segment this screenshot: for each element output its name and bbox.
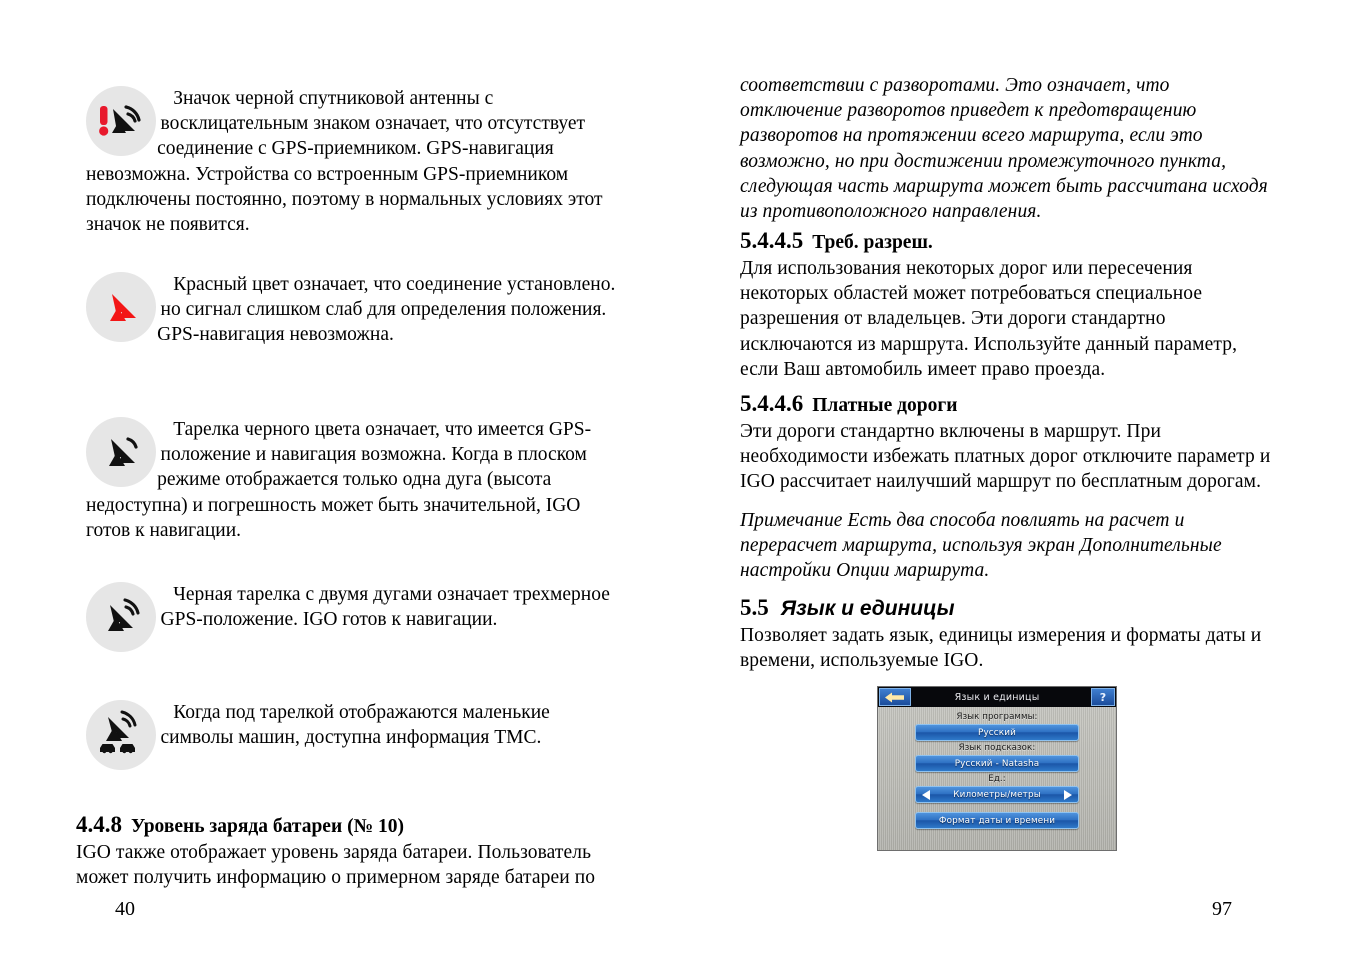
- voice-language-value: Русский - Natasha: [954, 758, 1040, 769]
- note-paragraph: Примечание Есть два способа повлиять на расчет и перерасчет маршрута, используя экран Дополнительные настройки Опции маршрута.: [740, 510, 1222, 582]
- section-body-4-4-8: IGO также отображает уровень заряда батареи. Пользователь может получить информацию о примерном заряде батареи по: [76, 842, 596, 889]
- icon-entry-lead: Красный цвет означает, что соединение установлено.: [173, 274, 616, 295]
- section-body-5-5: Позволяет задать язык, единицы измерения и форматы даты и времени, используемые IGO.: [740, 625, 1262, 672]
- section-heading-4-4-8: [76, 812, 616, 840]
- section-heading-5-5: [740, 595, 1270, 623]
- units-label: Ед.:: [988, 774, 1006, 784]
- icon-entry-text: [86, 582, 616, 632]
- page-number-right: 97: [1212, 898, 1232, 920]
- icon-entry-body: символы машин, доступна информация TMC.: [160, 727, 542, 749]
- continued-paragraph: соответствии с разворотами. Это означает, что отключение разворотов приведет к предотвращению разворотов на протяжении всего маршрута, если это возможно, но при достижении промежуточного пункта, следующая часть маршрута может быть рассчитана исходя из противоположного направления.: [740, 75, 1268, 223]
- voice-language-label: Язык подсказок:: [958, 743, 1036, 753]
- back-arrow-glyph: [885, 692, 905, 703]
- section-title: Язык и единицы: [780, 597, 955, 620]
- gps-antenna-red-icon: [86, 272, 156, 342]
- device-screenshot-language-and-units: [877, 686, 1117, 851]
- page-number-left: 40: [115, 898, 135, 920]
- icon-entry-lead: Когда под тарелкой отображаются маленькие: [173, 702, 550, 723]
- units-value: Километры/метры: [953, 789, 1041, 800]
- program-language-label: Язык программы:: [956, 712, 1038, 722]
- icon-entry-body: но сигнал слишком слаб для определения положения. GPS-навигация невозможна.: [157, 299, 607, 346]
- icon-entry-body: GPS-положение. IGO готов к навигации.: [160, 609, 498, 631]
- voice-language-button[interactable]: [915, 755, 1079, 772]
- gps-antenna-exclamation-icon: [86, 86, 156, 156]
- section-body-5-4-4-6: Эти дороги стандартно включены в маршрут. При необходимости избежать платных дорог отключите параметр и IGO рассчитает наилучший маршрут по бесплатным дорогам.: [740, 421, 1271, 493]
- icon-entry-gps-3d-fix: [86, 582, 616, 652]
- help-button[interactable]: ?: [1091, 688, 1115, 706]
- section-body-5-4-4-5: Для использования некоторых дорог или пересечения некоторых областей может потребоваться специальное разрешения от владельцев. Эти дороги стандартно исключаются из маршрута. Используйте данный параметр, если Ваш автомобиль имеет право проезда.: [740, 258, 1238, 380]
- spinner-prev-arrow-icon[interactable]: [922, 790, 930, 800]
- units-spinner[interactable]: [915, 786, 1079, 803]
- gps-antenna-tmc-cars-icon: [86, 700, 156, 770]
- device-title: Язык и единицы: [954, 691, 1040, 703]
- device-spacer: [878, 803, 1116, 812]
- icon-entry-gps-tmc: [86, 700, 616, 770]
- section-number: 5.4.4.6: [740, 391, 804, 416]
- spinner-next-arrow-icon[interactable]: [1064, 790, 1072, 800]
- section-heading-5-4-4-5: [740, 228, 1250, 256]
- icon-entry-lead: Черная тарелка с двумя дугами означает трехмерное: [173, 584, 610, 605]
- icon-entry-body: положение и навигация возможна. Когда в плоском режиме отображается только одна дуга (высота недоступна) и погрешность может быть значительной, IGO готов к навигации.: [86, 444, 587, 541]
- section-heading-5-4-4-6: [740, 391, 1275, 419]
- date-time-format-button[interactable]: [915, 812, 1079, 829]
- section-4-4-8: [76, 812, 616, 890]
- icon-entry-gps-2d-fix: [86, 417, 616, 543]
- icon-entry-lead: Тарелка черного цвета означает, что имеется GPS-: [173, 419, 592, 440]
- icon-entry-text: [86, 700, 616, 750]
- program-language-button[interactable]: [915, 724, 1079, 741]
- icon-entry-text: [86, 86, 616, 237]
- date-time-format-label: Формат даты и времени: [938, 815, 1056, 826]
- section-title: Треб. разреш.: [812, 232, 933, 253]
- icon-entry-body: восклицательным знаком означает, что отсутствует соединение с GPS-приемником. GPS-навигация невозможна. Устройства со встроенным GPS-приемником подключены постоянно, поэтому в нормальных условиях этот значок не появится.: [86, 113, 603, 236]
- section-5-5: [740, 595, 1270, 673]
- section-number: 5.4.4.5: [740, 228, 804, 253]
- section-number: 4.4.8: [76, 812, 122, 837]
- section-title: Уровень заряда батареи (№ 10): [131, 816, 405, 837]
- section-5-4-4-6: [740, 391, 1275, 495]
- icon-entry-text: [86, 272, 616, 348]
- program-language-value: Русский: [978, 727, 1016, 738]
- icon-entry-gps-weak-signal: [86, 272, 616, 348]
- gps-antenna-black-one-arc-icon: [86, 417, 156, 487]
- device-screen-body: [878, 707, 1116, 851]
- section-title: Платные дороги: [812, 395, 958, 416]
- icon-entry-gps-no-connection: [86, 86, 616, 237]
- device-titlebar: [878, 687, 1116, 707]
- icon-entry-text: [86, 417, 616, 543]
- back-arrow-icon[interactable]: [879, 688, 911, 706]
- gps-antenna-black-two-arcs-icon: [86, 582, 156, 652]
- section-number: 5.5: [740, 595, 769, 620]
- icon-entry-lead: Значок черной спутниковой антенны с: [173, 88, 494, 109]
- car-glyphs: [100, 744, 135, 753]
- section-5-4-4-5: [740, 228, 1250, 382]
